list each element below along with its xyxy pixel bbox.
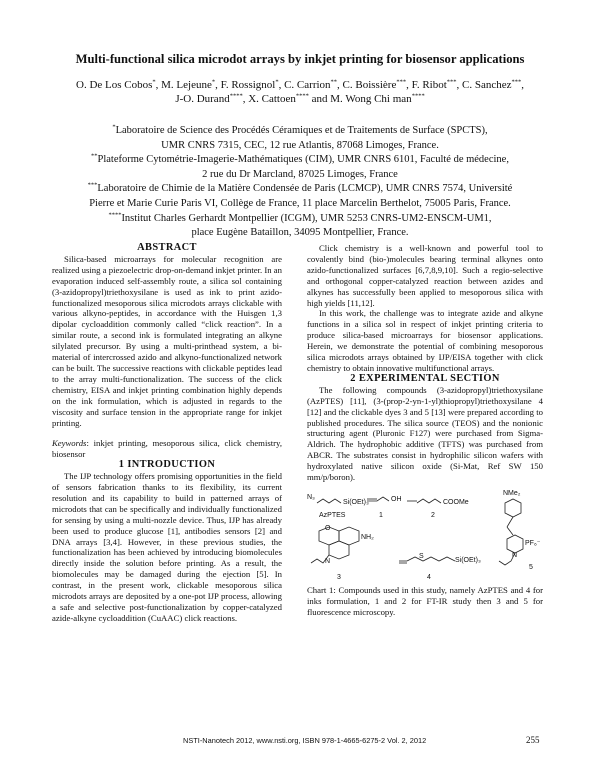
author-name: C. Carrion [284, 79, 331, 91]
label-compound-3: 3 [337, 573, 341, 581]
author-name: C. Boissière [342, 79, 397, 91]
right-column [307, 243, 543, 618]
compound-2-chain [417, 499, 441, 503]
label-azptes: AzPTES [319, 511, 346, 519]
azptes-chain [317, 499, 341, 503]
left-column [52, 243, 282, 624]
affiliations [30, 124, 570, 241]
author-name: C. Sanchez [462, 79, 512, 91]
compound-5-phenyl [505, 499, 521, 517]
compound-3-ring-c [329, 541, 349, 559]
label-sioet-azptes: Si(OEt)₃ [343, 498, 369, 506]
intro-text: The IJP technology offers promising opportunities in the field of sensors fabrication thanks to its flexibility, its current resolution and its capability to build in patterned arrays of microdots that can be specifically and individually functionalized for sensing by using a multi-nozzle device. Thus, IJP has already been used to produce glucose [1], antibodies sensors [2] and DNA arrays [3,4]. However, in these previous studies, the functionalization has been achieved by introducing biomolecules directly inside the solution before printing. As a result, the biomolecules may be damaged during the ejection [5]. In contrast, in the present work, clickable mesoporous silica microdots arrays are deposited by a one-pot IJP process, allowing a safe and selective post-functionalization by copper-catalyzed azide-alkyne cycloaddition (CuAAC) click reactions. [52, 471, 282, 623]
chart-caption: Chart 1: Compounds used in this study, namely AzPTES and 4 for inks formulation, 1 and 2 for FT-IR study then 3 and 5 for fluorescence microscopy. [307, 584, 543, 617]
label-pf6: PF₆⁻ [525, 539, 541, 547]
author-name: O. De Los Cobos [76, 79, 153, 91]
abstract-heading: ABSTRACT [137, 242, 197, 253]
affiliation-line: place Eugène Bataillon, 34095 Montpellier, France. [191, 227, 409, 239]
author-mark: * [152, 78, 156, 86]
label-oh: OH [391, 495, 402, 503]
affiliation-mark: * [112, 123, 116, 131]
label-sioet-4: Si(OEt)₃ [455, 556, 481, 564]
right-paragraph-1: Click chemistry is a well-known and powerful tool to covalently bind (bio-)molecules bearing terminal alkynes onto azido-functionalized surfaces [6,7,8,9,10]. Such a regio-selective and orthogonal copper-catalyzed reaction between azides and alkynes has successfully been applied to mesoporous silica with high yields [11,12]. [307, 243, 543, 308]
author-name: M. Wong Chi man [330, 93, 412, 105]
affiliation-line: UMR CNRS 7315, CEC, 12 rue Atlantis, 87068 Limoges, France. [161, 139, 439, 151]
author-mark: **** [295, 92, 309, 100]
affiliation-mark: **** [108, 211, 122, 219]
affiliation-mark: *** [87, 181, 98, 189]
author-name: F. Ribot [411, 79, 447, 91]
affiliation-line: Pierre et Marie Curie Paris VI, Collège de France, 11 place Marcelin Berthelot, 75005 Paris, France. [89, 197, 511, 209]
label-n3: N₃ [307, 493, 315, 501]
keywords-label: Keywords [52, 438, 87, 449]
author-line-2: J-O. Durand****, X. Cattoen**** and M. Wong Chi man**** [175, 92, 425, 105]
label-coome: COOMe [443, 498, 469, 506]
label-compound-1: 1 [379, 511, 383, 519]
right-paragraph-2: In this work, the challenge was to integrate azide and alkyne functions in a silica sol in respect of inkjet printing criteria to produce silica-based microarrays for biosensor applications. Herein, we demonstrate the potential of combining mesoporous silica microdots arrays obtained by IJP/EISA together with click chemistry to obtain innovative multifunctional arrays. [307, 308, 543, 373]
keywords [52, 438, 282, 460]
experimental-text: The following compounds (3-azidopropyl)triethoxysilane (AzPTES) [11], (3-(prop-2-yn-1-yl)thiopropyl)triethoxysilane 4 [12] and the clickable dyes 3 and 5 [13] were prepared according to published procedures. The silica source (TEOS) and the nonionic structuring agent (Pluronic F127) were purchased from Sigma-Aldrich. The hydrophobic additive (TFTS) was purchased from ABCR. The substrates consist in hydrophilic silicon wafers with hydroxylated native silicon oxide (Si-Mat, Ref SW 150 mm/p/boron). [307, 384, 543, 483]
intro-heading: 1 INTRODUCTION [118, 459, 216, 471]
affiliation-line: ****Institut Charles Gerhardt Montpellier (ICGM), UMR 5253 CNRS-UM2-ENSCM-UM1, [108, 211, 492, 224]
affiliation-line: 2 rue du Dr Marcland, 87025 Limoges, France [202, 168, 398, 180]
label-n-imide: N [325, 557, 331, 565]
keywords-text: : inkjet printing, mesoporous silica, click chemistry, biosensor [52, 438, 282, 460]
author-mark: *** [396, 78, 407, 86]
author-name: X. Cattoen [248, 93, 296, 105]
author-mark: **** [229, 92, 243, 100]
experimental-heading: 2 EXPERIMENTAL SECTION [350, 372, 500, 384]
affiliation-mark: ** [91, 152, 98, 160]
label-s: S [419, 552, 424, 560]
label-nme2: NMe₂ [503, 489, 521, 497]
author-mark: * [211, 78, 216, 86]
affiliation-line: *Laboratoire de Science des Procédés Céramiques et de Traitements de Surface (SPCTS), [112, 123, 488, 136]
label-compound-5: 5 [529, 563, 533, 571]
label-o-top: O [325, 524, 331, 532]
affiliation-line: ***Laboratoire de Chimie de la Matière Condensée de Paris (LCMCP), UMR CNRS 7574, Université [87, 181, 513, 195]
author-mark: * [275, 78, 279, 86]
author-mark: **** [411, 92, 425, 100]
paper-title: Multi-functional silica microdot arrays by inkjet printing for biosensor applications [75, 52, 525, 66]
footer-citation: NSTI-Nanotech 2012, www.nsti.org, ISBN 978-1-4665-6275-2 Vol. 2, 2012 [183, 736, 427, 745]
label-nh2: NH₂ [361, 533, 374, 541]
compound-4-chain [407, 557, 455, 561]
abstract-text: Silica-based microarrays for molecular recognition are realized using a piezoelectric drop-on-demand inkjet printer. In an evaporation induced self-assembly route, a silica sol containing (3-azidopropyl)triethoxysilane is used as ink to print azido-functionalized mesoporous silica microdots arrays clickable with various alkyno-peptides, in accordance with the Huisgen 1,3 dipolar cycloaddition commonly called “click reaction”. In a similar route, a second ink is formulated integrating an alkyne silylated precursor. By using a multi-printhead system, a bi-material of intercrossed azido and alkyno-functionalized network can be built. The successive reactions with clickable peptides lead to the array multi-functionalization. The success of the click chemistry, EISA and inkjet printing combination highly depends on the ink formulation, which is adjusted in regards to the viscosity and surface tension in the appropriate range for inkjet printing. [52, 253, 282, 428]
author-list [30, 78, 570, 106]
author-name: F. Rossignol [220, 79, 276, 91]
label-compound-4: 4 [427, 573, 431, 581]
page-number: 255 [526, 735, 540, 745]
author-mark: *** [511, 78, 522, 86]
author-name: M. Lejeune [161, 79, 212, 91]
author-mark: ** [330, 78, 338, 86]
author-mark: *** [446, 78, 457, 86]
author-name: J-O. Durand [175, 93, 230, 105]
affiliation-line: **Plateforme Cytométrie-Imagerie-Mathématiques (CIM), UMR CNRS 6101, Faculté de médecine, [91, 152, 509, 166]
author-line-1: O. De Los Cobos*, M. Lejeune*, F. Rossignol*, C. Carrion**, C. Boissière***, F. Ribot***, C. Sanchez***, [76, 78, 524, 91]
label-n-pyridinium: N [512, 551, 518, 559]
label-compound-2: 2 [431, 511, 435, 519]
chemical-structures-chart [307, 489, 543, 585]
